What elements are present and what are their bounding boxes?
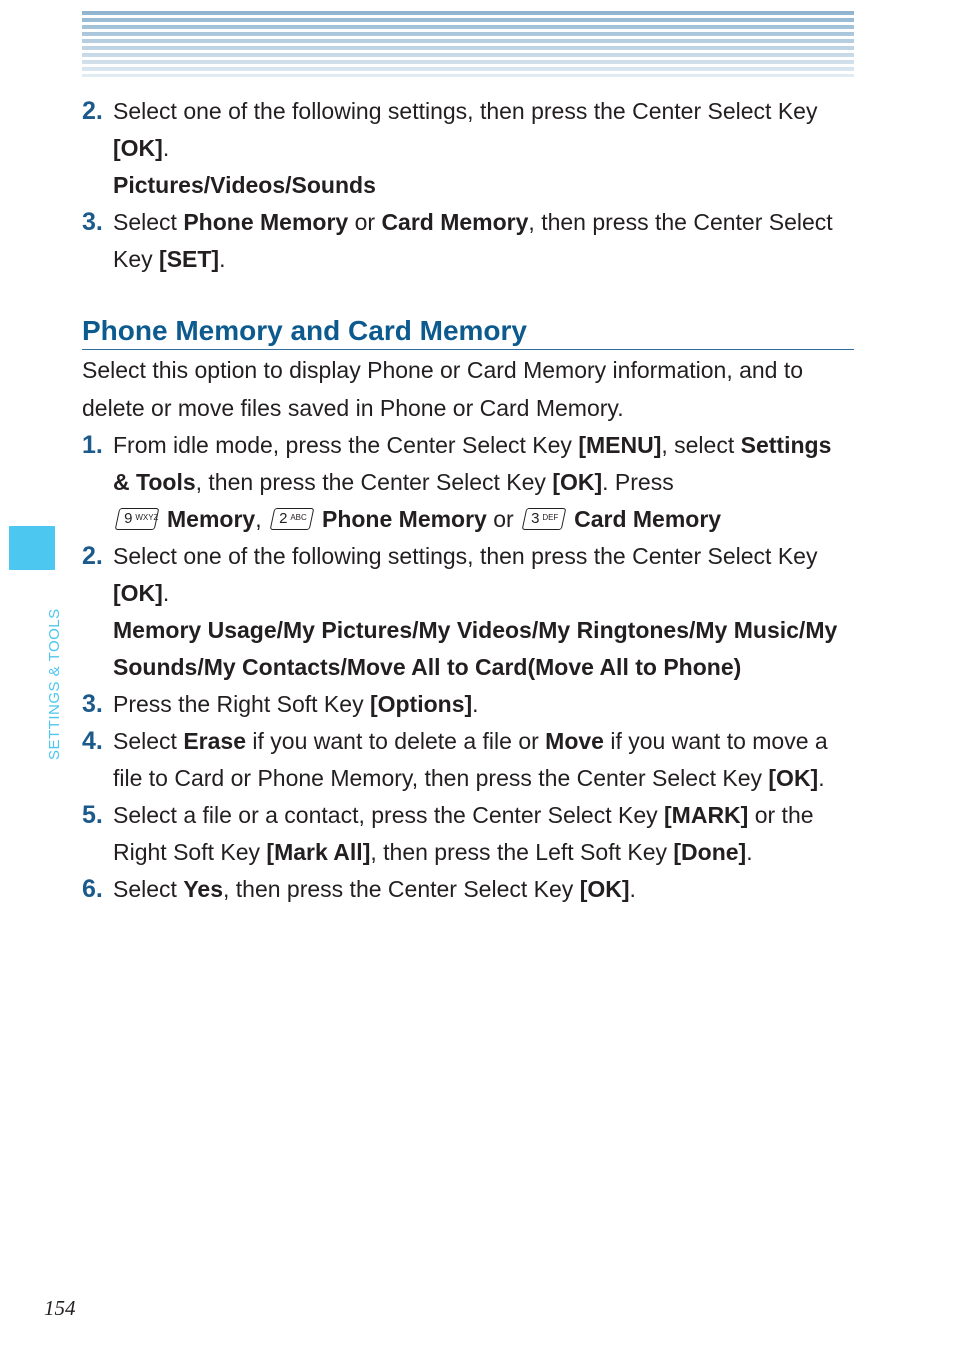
- option-list: Pictures/Videos/Sounds: [113, 172, 376, 198]
- step-item: [82, 871, 854, 908]
- section-intro: Select this option to display Phone or Card Memory information, and to delete or move files saved in Phone or Card Memory.: [82, 357, 804, 421]
- header-band: [82, 11, 854, 77]
- step-text: Select Erase if you want to delete a file or Move if you want to move a file to Card or Phone Memory, then press the Center Select Key [OK].: [113, 728, 828, 791]
- step-text: Select Phone Memory or Card Memory, then press the Center Select Key [SET].: [113, 209, 833, 272]
- step-text: Press the Right Soft Key [Options].: [113, 691, 479, 717]
- step-item: [82, 723, 854, 797]
- step-number: 5.: [82, 801, 103, 829]
- step-item: [82, 686, 854, 723]
- page-number: 154: [44, 1296, 76, 1320]
- keypad-9-icon: 9 WXYZ: [115, 508, 160, 530]
- step-number: 6.: [82, 875, 103, 903]
- key-label: [OK]: [113, 135, 163, 161]
- section-tab: [9, 526, 55, 570]
- option-list: Memory Usage/My Pictures/My Videos/My Ringtones/My Music/My Sounds/My Contacts/Move All to Card(Move All to Phone): [113, 617, 838, 680]
- step-number: 2.: [82, 97, 103, 125]
- step-text: Select one of the following settings, then press the Center Select Key [OK].: [113, 98, 818, 161]
- step-number: 4.: [82, 727, 103, 755]
- step-text: Select Yes, then press the Center Select Key [OK].: [113, 876, 636, 902]
- step-text: Select a file or a contact, press the Center Select Key [MARK] or the Right Soft Key [Mark All], then press the Left Soft Key [Done].: [113, 802, 814, 865]
- step-item: [82, 93, 854, 204]
- step-item: [82, 538, 854, 686]
- page-content: [82, 93, 854, 908]
- step-number: 1.: [82, 431, 103, 459]
- step-item: [82, 204, 854, 278]
- keypad-2-icon: 2 ABC: [270, 508, 315, 530]
- section-heading: Phone Memory and Card Memory: [82, 313, 854, 350]
- step-number: 3.: [82, 690, 103, 718]
- step-item: [82, 427, 854, 538]
- step-item: [82, 797, 854, 871]
- section-side-label: SETTINGS & TOOLS: [46, 608, 63, 760]
- step-number: 2.: [82, 542, 103, 570]
- key-label: [SET]: [159, 246, 220, 272]
- step-text: From idle mode, press the Center Select Key [MENU], select Settings & Tools, then press the Center Select Key [OK]. Press 9 WXYZ Memory, 2 ABC Phone Memory or 3 DEF Card Memory: [113, 432, 832, 532]
- step-text: Select one of the following settings, then press the Center Select Key [OK].: [113, 543, 818, 606]
- keypad-3-icon: 3 DEF: [522, 508, 567, 530]
- step-number: 3.: [82, 208, 103, 236]
